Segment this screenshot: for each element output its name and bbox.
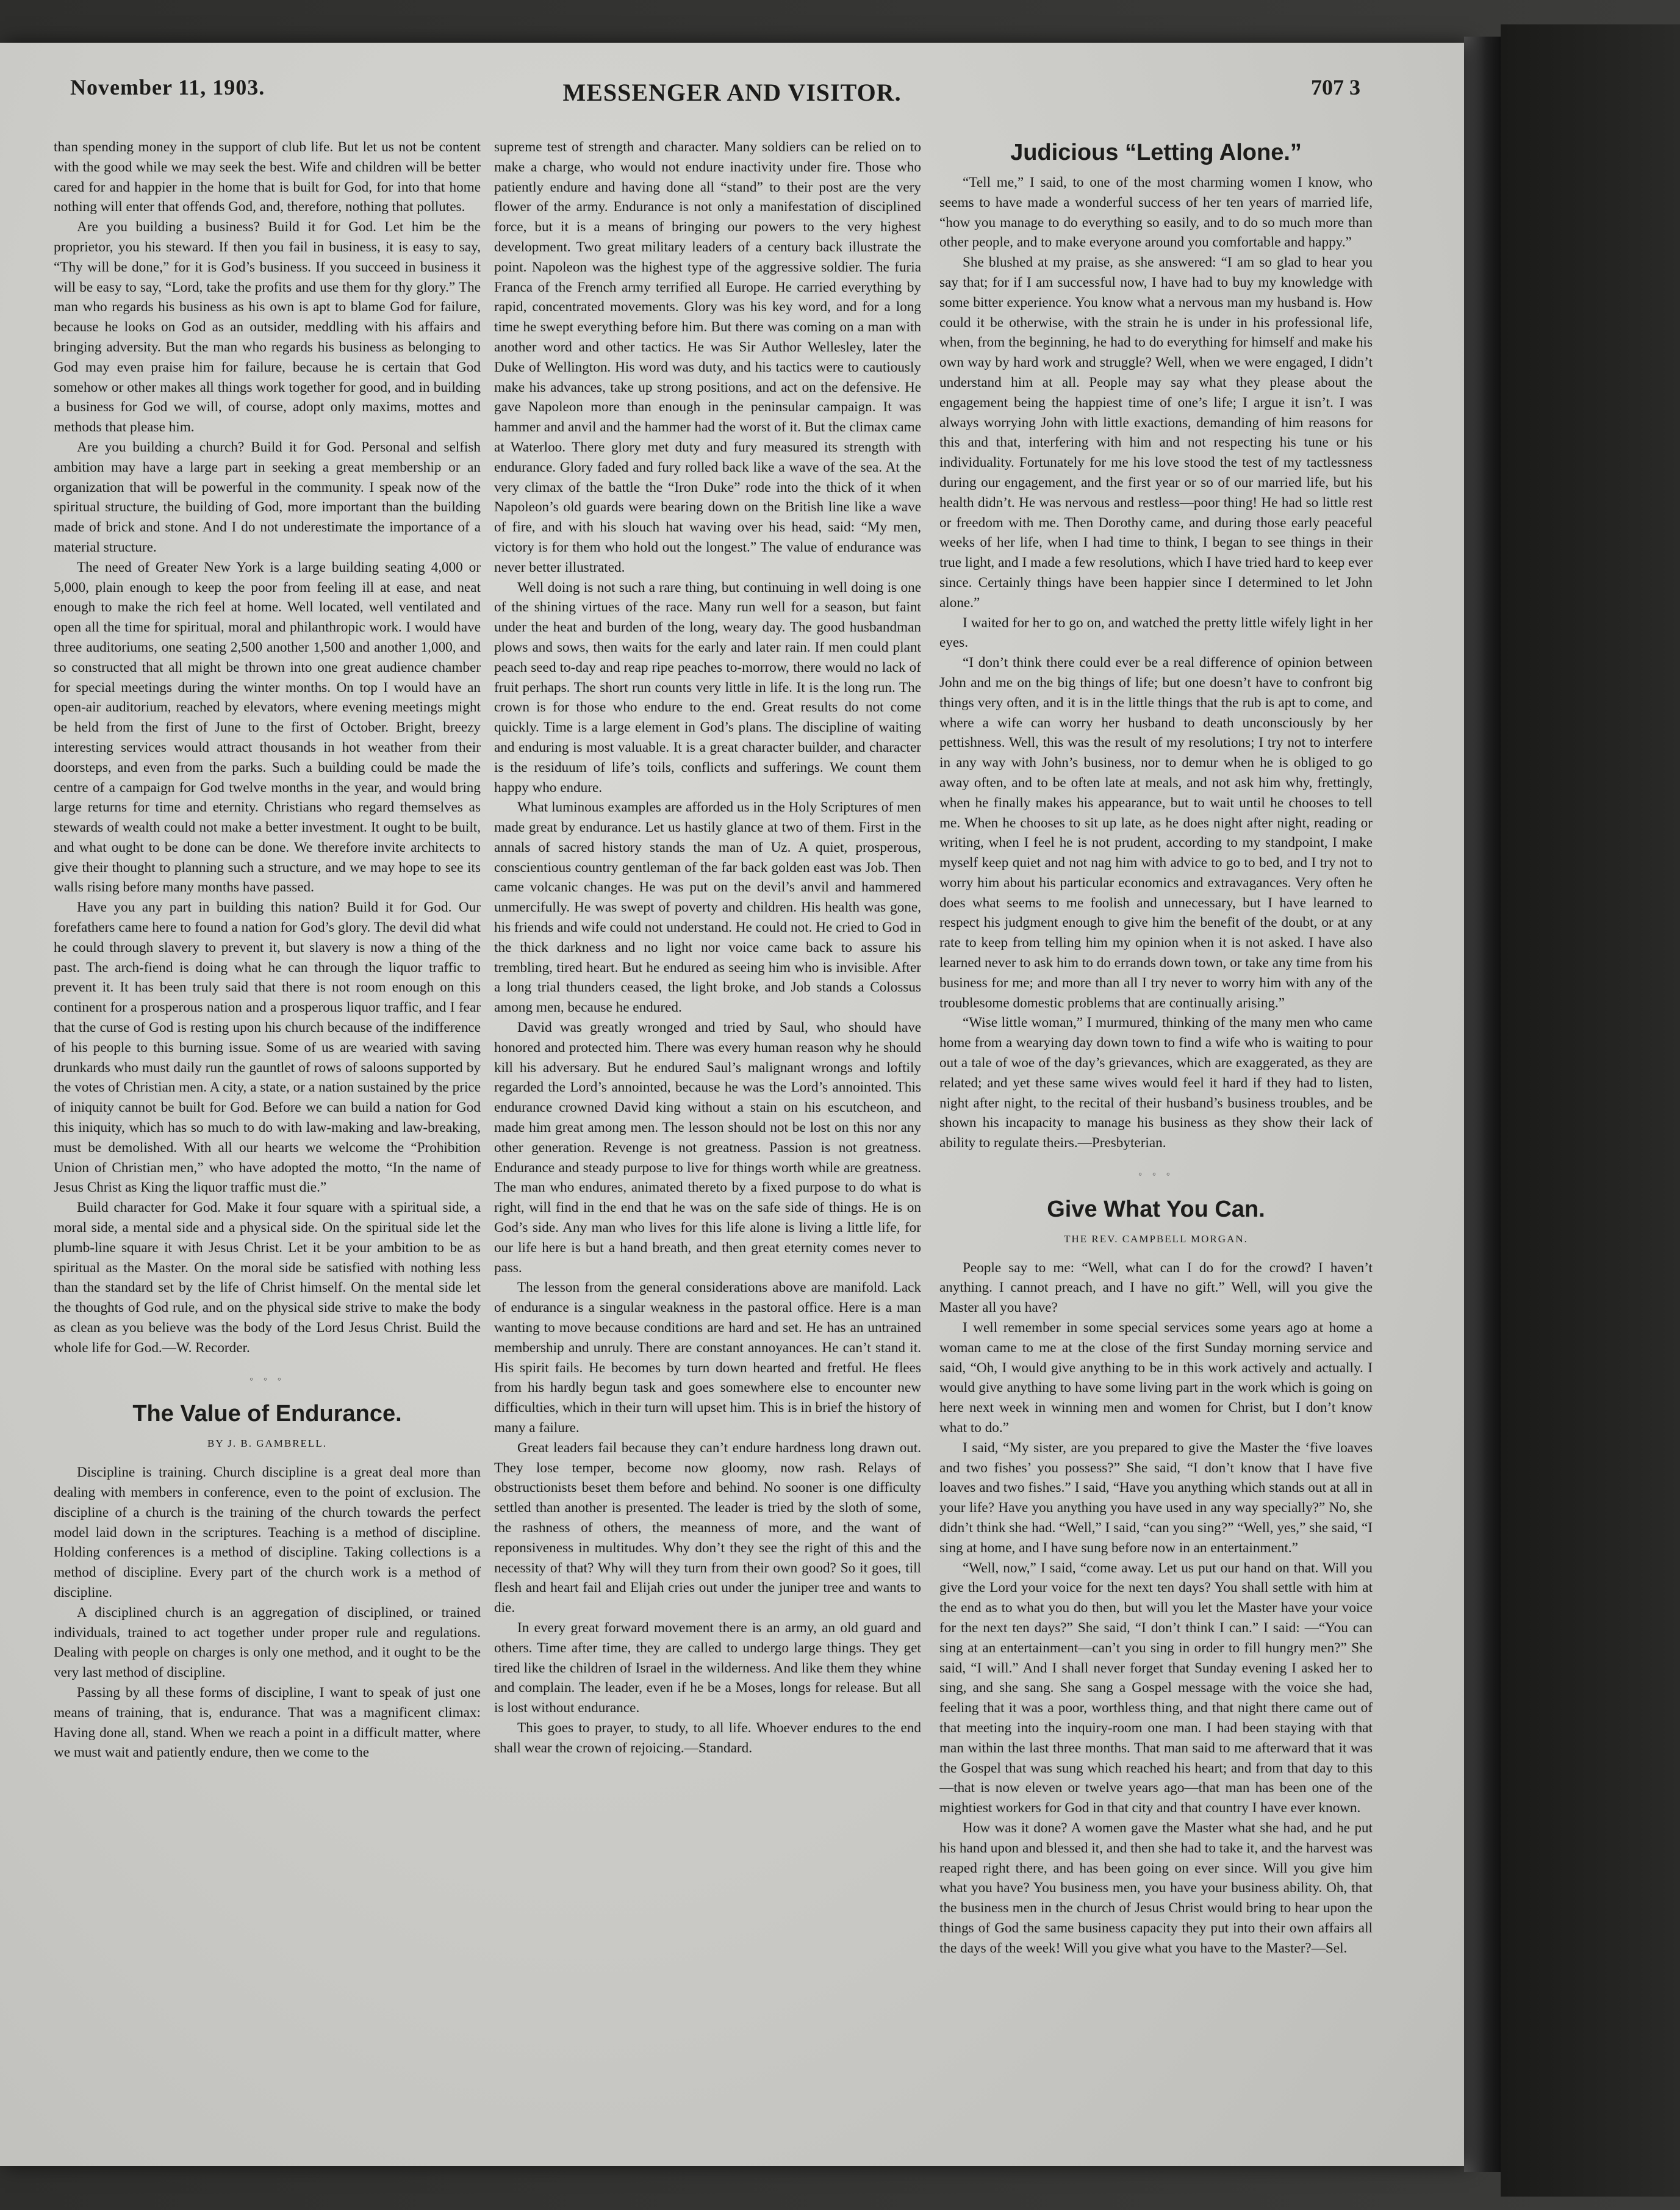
issue-date: November 11, 1903. — [70, 75, 265, 99]
page-header — [0, 67, 1464, 122]
column-1 — [54, 137, 481, 2145]
section-ornament: ◦ ◦ ◦ — [1138, 1168, 1174, 1181]
article-title-give-what-you-can: Give What You Can. — [1047, 1196, 1265, 1222]
article-byline: THE REV. CAMPBELL MORGAN. — [1064, 1233, 1248, 1245]
paragraph: Great leaders fail because they can’t endure hardness long drawn out. They lose temper, become now gloomy, now rash. Relays of obstructionists beset them before and behind. No sooner is one difficulty settled than another is presented. The leader is tried by the sloth of some, the rashness of others, the meanness of more, and the want of reponsiveness in multitudes. Why don’t they see the right of this and the necessity of that? Why will they turn from their own good? So it goes, till flesh and heart fail and Elijah cries out under the juniper tree and wants to die. — [494, 1439, 921, 1616]
paragraph: “Wise little woman,” I murmured, thinking of the many men who came home from a wearying day down town to find a wife who is waiting to pour out a tale of woe of the day’s grievances, which are exaggerated, as they are related; and yet these same wives would feel it hard if they had to listen, night after night, to the recital of their husband’s business troubles, and be shown his incapacity to manage his business as they show their lack of ability to regulate theirs.—Presbyterian. — [939, 1015, 1373, 1151]
article-byline: BY J. B. GAMBRELL. — [207, 1438, 327, 1450]
paragraph: “Tell me,” I said, to one of the most charming women I know, who seems to have made a wonderful success of her ten years of married life, “how you manage to do everything so easily, and to do so much more than other people, and to make everyone around you comfortable and happy.” — [939, 175, 1373, 251]
paragraph: Passing by all these forms of discipline, I want to speak of just one means of training, that is, endurance. That was a magnificent climax: Having done all, stand. When we reach a point in a difficult matter, where we must wait and patiently endure, then we come to the — [54, 1684, 481, 1761]
paragraph: Are you building a church? Build it for God. Personal and selfish ambition may have a large part in seeking a great membership or an organization that will be powerful in the community. I speak now of the spiritual structure, the building of God, more important than the building made of brick and stone. And I do not underestimate the importance of a material structure. — [54, 439, 481, 555]
paragraph: She blushed at my praise, as she answered: “I am so glad to hear you say that; for if I am successful now, I have had to buy my knowledge with some bitter experience. You know what a nervous man my husband is. How could it be otherwise, with the strain he is under in his professional life, when, from the beginning, he had to do everything for himself and make his own way by hard work and struggle? Well, when we were engaged, I didn’t understand him at all. People may say what they please about the engagement being the happiest time of one’s life; I argue it isn’t. I was always worrying John with little exactions, demanding of him reasons for this and that, interfering with him and not respecting his tune or his individuality. Fortunately for me his love stood the test of my tactlessness during our engagement, and the first year or so of our married life, but his health didn’t. He was nervous and restless—poor thing! He had so little rest or freedom with me. Then Dorothy came, and during those early peaceful weeks of her life, when I had time to think, I began to see things in their true light, and I made a few resolutions, which I have tried hard to keep ever since. Certainly things have been happier since I determined to let John alone.” — [939, 254, 1373, 611]
paragraph: In every great forward movement there is an army, an old guard and others. Time after time, they are called to undergo large things. They get tired like the children of Israel in the wilderness. And like them they whine and complain. The leader, even if he be a Moses, longs for release. But all is lost without endurance. — [494, 1619, 921, 1716]
paragraph: I said, “My sister, are you prepared to give the Master the ‘five loaves and two fishes’ you possess?” She said, “I don’t know that I have five loaves and two fishes.” I said, “Have you anything which stands out at all in your life? Have you anything you have used in any way specially?” No, she didn’t think she had. “Well,” I said, “can you sing?” “Well, yes,” she said, “I sing at home, and I have sung before now in an entertainment.” — [939, 1439, 1373, 1556]
paragraph: I waited for her to go on, and watched the pretty little wifely light in her eyes. — [939, 614, 1373, 651]
paragraph: Well doing is not such a rare thing, but continuing in well doing is one of the shining virtues of the race. Many run well for a season, but faint under the heat and burden of the long, weary day. The good husbandman plows and sows, then waits for the early and later rain. If men could plant peach seed to-day and reap ripe peaches to-morrow, there would no lack of fruit perhaps. The short run counts very little in life. It is the long run. The crown is for those who endure to the end. Great results do not come quickly. Time is a large element in God’s plans. The discipline of waiting and enduring is most valuable. It is a great character builder, and character is the residuum of life’s toils, conflicts and sufferings. We count them happy who endure. — [494, 579, 921, 796]
paragraph: The lesson from the general considerations above are manifold. Lack of endurance is a singular weakness in the pastoral office. Here is a man wanting to move because conditions are hard and set. He has an untrained membership and unruly. There are constant annoyances. He can’t stand it. His spirit fails. He becomes by turn down hearted and fretful. He flees from his hardly begun task and goes somewhere else to encounter new difficulties, which in their turn will upset him. This is in brief the history of many a failure. — [494, 1280, 921, 1436]
paragraph: than spending money in the support of club life. But let us not be content with the good while we may seek the best. Wife and children will be better cared for and happier in the home that is built for God, for into that home nothing will enter that offends God, and, therefore, nothing that pollutes. — [54, 139, 481, 215]
paragraph: How was it done? A women gave the Master what she had, and he put his hand upon and blessed it, and then she had to take it, and the harvest was reaped right there, and has been going on ever since. Will you give him what you have? You business men, you have your business ability. Oh, that the business men in the church of Jesus Christ would bring to hear upon the things of God the same business capacity they put into their own affairs all the days of the week! Will you give what you have to the Master?—Sel. — [939, 1819, 1373, 1956]
column-2 — [494, 137, 921, 2145]
paragraph: Have you any part in building this nation? Build it for God. Our forefathers came here to found a nation for God’s glory. The devil did what he could through slavery to prevent it, but slavery is now a thing of the past. The arch-fiend is doing what he can through the liquor traffic to prevent it. It has been truly said that there is not room enough on this continent for a prosperous nation and a prosperous liquor traffic, and I fear that the curse of God is resting upon his church because of the indifference of his people to this burning issue. Some of us are wearied with saving drunkards who must daily run the gauntlet of rows of saloons supported by the votes of Christian men. A city, a state, or a nation sustained by the price of iniquity cannot be built for God. Before we can build a nation for God this iniquity, which has so much to do with law-making and law-breaking, must be demolished. With all our hearts we welcome the “Prohibition Union of Christian men,” who have adopted the motto, “In the name of Jesus Christ as King the liquor traffic must die.” — [54, 899, 481, 1196]
paragraph: The need of Greater New York is a large building seating 4,000 or 5,000, plain enough to keep the poor from feeling ill at ease, and neat enough to make the rich feel at home. Well located, well ventilated and open all the time for spiritual, moral and philanthropic work. I would have three auditoriums, one seating 2,500 another 1,500 and another 1,000, and so constructed that all might be thrown into one great audience chamber for special meetings during the winter months. On top I would have an open-air auditorium, reached by elevators, where evening meetings might be held from the first of June to the first of October. Bright, breezy interesting services would attract thousands in hot weather from their doorsteps, and even from the parks. Such a building could be made the centre of a campaign for God twelve months in the year, and would bring large returns for time and eternity. Christians who regard themselves as stewards of wealth could not make a better investment. It ought to be built, and what ought to be done can be done. We therefore invite architects to give their thought to planning such a structure, and we may hope to see its walls rising before many months have passed. — [54, 559, 481, 896]
paragraph: David was greatly wronged and tried by Saul, who should have honored and protected him. There was every human reason why he should kill his adversary. But he endured Saul’s malignant wrongs and loftily regarded the Lord’s annointed, because he was the Lord’s annointed. This endurance crowned David king without a stain on his escutcheon, and made him great among men. The lesson should not be lost on this nor any other generation. Revenge is not greatness. Passion is not greatness. Endurance and steady purpose to live for things worth while are greatness. The man who endures, animated thereto by a fixed purpose to do what is right, will find in the end that he was on the safe side of things. He is on God’s side. Any man who lives for this life alone is living a little life, for our life here is but a hand breath, and then great eternity comes never to pass. — [494, 1020, 921, 1276]
paragraph: “I don’t think there could ever be a real difference of opinion between John and me on the big things of life; but one doesn’t have to confront big things very often, and it is in the little things that the rub is apt to come, and where a wife can worry her husband to death unconsciously by her pettishness. Well, this was the result of my resolutions; I try not to interfere in any way with John’s business, nor to demur when he is obliged to go away often, and to be often late at meals, and not ask him why, frettingly, when he finally makes his appearance, but to wait until he chooses to tell me. When he chooses to sit up late, as he does night after night, reading or writing, when I feel he is not prudent, according to my standpoint, I make myself keep quiet and not nag him with advice to go to bed, and I try not to worry him about his particular economics and extravagances. Very often he does what seems to me foolish and unnecessary, but I have learned to respect his judgment enough to give him the benefit of the doubt, or at any rate to keep from telling him my opinion when it is not asked. I have also learned never to ask him to do errands down town, or take any time from his business for me; and more than all I try never to worry him with any of the troublesome domestic problems that are continually arising.” — [939, 655, 1373, 1011]
paragraph: Discipline is training. Church discipline is a great deal more than dealing with members in conference, even to the point of exclusion. The discipline of a church is the training of the church towards the perfect model laid down in the scriptures. Teaching is a method of discipline. Holding conferences is a method of discipline. Taking collections is a method of discipline. Every part of the church work is a method of discipline. — [54, 1464, 481, 1600]
article-title-letting-alone: Judicious “Letting Alone.” — [1010, 140, 1302, 165]
section-ornament: ◦ ◦ ◦ — [249, 1372, 285, 1385]
newspaper-page — [0, 43, 1464, 2166]
paragraph: A disciplined church is an aggregation of disciplined, or trained individuals, trained to act together under proper rule and regulations. Dealing with people on charges is only one method, and it ought to be the very last method of discipline. — [54, 1604, 481, 1681]
column-3 — [939, 137, 1373, 2145]
article-title-endurance: The Value of Endurance. — [132, 1401, 402, 1427]
masthead-title: MESSENGER AND VISITOR. — [562, 79, 902, 106]
paragraph: “Well, now,” I said, “come away. Let us put our hand on that. Will you give the Lord your voice for the next ten days? You shall settle with him at the end as to what you do then, but will you let the Master have your voice for the next ten days?” She said, “I don’t think I can.” I said: —“You can sing at an entertainment—can’t you sing in order to fill hungry men?” She said, “I will.” And I shall never forget that Sunday evening I asked her to sing, and she sang. She sang a Gospel message with the voice she had, feeling that it was a poor, worthless thing, and that night there came out of that meeting into the inquiry-room one man. I had been staying with that man within the last three months. That man said to me afterward that it was the Gospel that was sung which reached his heart; and from that day to this—that is now eleven or twelve years ago—that man has been one of the mightiest workers for God in that city and that country I have ever known. — [939, 1560, 1373, 1816]
binding-edge — [1464, 37, 1501, 2172]
paragraph: People say to me: “Well, what can I do for the crowd? I haven’t anything. I cannot preach, and I have no gift.” Well, will you give the Master all you have? — [939, 1259, 1373, 1316]
dark-margin — [1501, 24, 1680, 2197]
paragraph: This goes to prayer, to study, to all life. Whoever endures to the end shall wear the crown of rejoicing.—Standard. — [494, 1719, 921, 1756]
paragraph: Build character for God. Make it four square with a spiritual side, a moral side, a mental side and a physical side. On the spiritual side let the plumb-line square it with Jesus Christ. Let it be your ambition to be as spiritual as the Master. On the moral side be satisfied with nothing less than the standard set by the life of Christ himself. On the mental side let the thoughts of God rule, and on the physical side strive to make the body as clean as you believe was the body of the Lord Jesus Christ. Build the whole life for God.—W. Recorder. — [54, 1200, 481, 1356]
paragraph: What luminous examples are afforded us in the Holy Scriptures of men made great by endurance. Let us hastily glance at two of them. First in the annals of sacred history stands the man of Uz. A quiet, prosperous, conscientious country gentleman of the far back golden east was Job. Then came volcanic changes. He was put on the devil’s anvil and hammered unmercifully. He was swept of poverty and children. His health was gone, his friends and wife could not understand. He could not. He cried to God in the thick darkness and no light nor voice came back to assure his trembling, tired heart. But he endured as seeing him who is invisible. After a long trial thunders ceased, the light broke, and Job stands a Colossus among men, because he endured. — [494, 799, 921, 1016]
paragraph: Are you building a business? Build it for God. Let him be the proprietor, you his steward. If then you fail in business, it is easy to say, “Thy will be done,” for it is God’s business. If you succeed in business it will be easy to say, “Lord, take the profits and use them for thy glory.” The man who regards his business as his own is apt to blame God for failure, because he looks on God as an outsider, meddling with his affairs and bringing adversity. But the man who regards his business as belonging to God may even praise him for failure, because he is certain that God somehow or other makes all things work together for good, and in building a business for God we will, of course, adopt only maxims, mottes and methods that please him. — [54, 219, 481, 436]
paragraph: I well remember in some special services some years ago at home a woman came to me at the close of the first Sunday morning service and said, “Oh, I would give anything to be in this work actively and actually. I would give anything to have some living part in the work which is going on here next week in winning men and women for Christ, but I don’t know what to do.” — [939, 1320, 1373, 1436]
paragraph: supreme test of strength and character. Many soldiers can be relied on to make a charge, who would not endure inactivity under fire. Those who patiently endure and having done all “stand” to their post are the very flower of the army. Endurance is not only a manifestation of disciplined force, but it is a means of bringing our powers to the very highest development. Two great military leaders of a century back illustrate the point. Napoleon was the highest type of the aggressive soldier. The furia Franca of the French army terrified all Europe. He carried everything by rapid, concentrated movements. Glory was his key word, and for a long time he swept everything before him. But there was coming on a man with another word and other tactics. He was Sir Author Wellesley, later the Duke of Wellington. His word was duty, and his tactics were to cautiously make his advances, take up strong positions, and act on the defensive. He gave Napoleon more than enough in the peninsular campaign. It was hammer and anvil and the hammer had the worst of it. But the climax came at Waterloo. There glory met duty and fury measured its strength with endurance. Glory faded and fury rolled back like a wave of the sea. At the very climax of the battle the “Iron Duke” rode into the thick of it when Napoleon’s old guards were bearing down on the British line like a wave of fire, and with his slouch hat waving over his head, said: “My men, victory is for them who hold out the longest.” The value of endurance was never better illustrated. — [494, 139, 921, 575]
page-number: 707 3 — [1311, 75, 1360, 99]
